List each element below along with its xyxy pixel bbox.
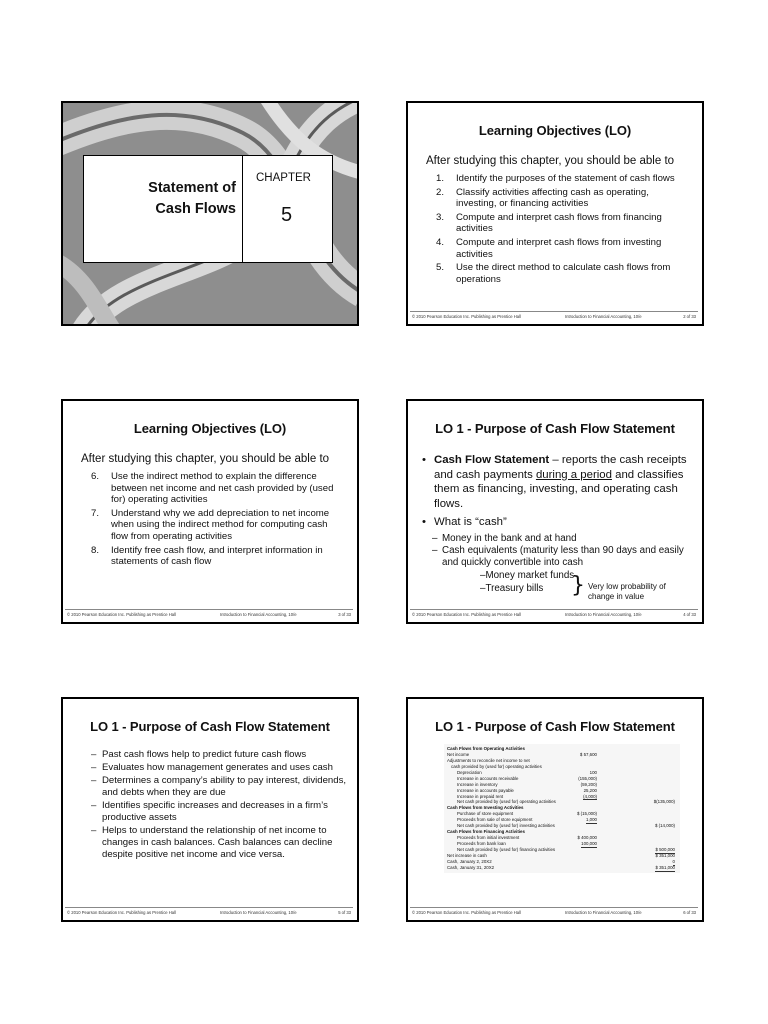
bullet-icon: •: [422, 454, 426, 466]
objective-number: 2.: [436, 186, 445, 198]
statement-label: Purchase of store equipment: [457, 811, 514, 817]
objectives-list: [436, 173, 686, 287]
question-text: What is “cash”: [434, 516, 507, 528]
title-box-left: [84, 156, 243, 262]
objective-item: [436, 212, 686, 235]
slide-footer: [65, 612, 353, 620]
purpose-item: – Evaluates how management generates and uses cash: [91, 762, 333, 773]
page-number: 3 of 33: [338, 612, 351, 617]
footer-book: Introduction to Financial Accounting, 10/e: [565, 910, 642, 915]
chapter-title-line1: Statement of: [148, 180, 236, 196]
statement-amount-col2: $ 351,000: [655, 864, 675, 870]
statement-amount-col1: 100,000: [581, 841, 597, 846]
purpose-item: – Past cash flows help to predict future cash flows: [91, 749, 307, 760]
objective-item: [436, 262, 686, 285]
page-number: 4 of 33: [683, 612, 696, 617]
bullet-definition: [422, 453, 692, 511]
slide-title: LO 1 - Purpose of Cash Flow Statement: [435, 421, 675, 436]
statement-label: Net cash provided by (used for) operating activities: [457, 799, 556, 805]
objective-number: 1.: [436, 173, 445, 184]
definition-text-end: and classifies them as financing, investing, and operating cash flows.: [434, 468, 684, 510]
objective-text: Use the direct method to calculate cash flows from operations: [456, 262, 671, 285]
slide-intro: After studying this chapter, you should be able to: [81, 453, 330, 465]
statement-label: Net increase in cash: [447, 852, 487, 858]
slide-body: [422, 453, 692, 598]
statement-label: Depreciation: [457, 769, 482, 775]
term: Cash Flow Statement: [434, 454, 550, 466]
objective-text: Use the indirect method to explain the difference between net income and net cash provided by (used for) operating activities: [111, 471, 334, 506]
definition-text: – reports the cash receipts and cash payments: [434, 454, 687, 481]
brace-icon: }: [571, 573, 585, 598]
statement-amount-col1: 100: [589, 769, 597, 775]
footer-book: Introduction to Financial Accounting, 10/e: [565, 612, 642, 617]
statement-label: Increase in accounts receivable: [457, 775, 519, 781]
slide-title: LO 1 - Purpose of Cash Flow Statement: [435, 719, 675, 734]
objective-number: 4.: [436, 236, 445, 248]
slide-footer: [410, 314, 698, 322]
chapter-label: CHAPTER: [256, 172, 311, 184]
statement-label: Net cash provided by (used for) investing activities: [457, 823, 555, 829]
objective-item: [91, 545, 341, 568]
objective-number: 8.: [91, 544, 100, 556]
chapter-title-line2: Cash Flows: [155, 201, 236, 217]
slide-footer: [65, 910, 353, 918]
objective-number: 3.: [436, 211, 445, 223]
objective-text: Compute and interpret cash flows from investing activities: [456, 236, 662, 260]
objective-item: [436, 237, 686, 260]
title-box: [83, 155, 333, 263]
statement-row: [447, 865, 677, 871]
statement-amount-col1: 1,000: [586, 817, 597, 823]
footer-copyright: © 2010 Pearson Education Inc. Publishing as Prentice Hall: [67, 910, 176, 915]
purpose-item: – Determines a company’s ability to pay interest, dividends, and debts when they are due: [91, 775, 347, 798]
statement-label: Cash Flows from Investing Activities: [447, 805, 524, 811]
footer-book: Introduction to Financial Accounting, 10/e: [220, 910, 297, 915]
slide-title: Learning Objectives (LO): [478, 123, 632, 138]
statement-label: Cash, January 2, 20X2: [447, 858, 492, 864]
statement-label: Proceeds from initial investment: [457, 835, 520, 841]
bullet-what-is-cash: [422, 515, 692, 530]
sub-item: – Cash equivalents (maturity less than 90 days and easily and quickly convertible into cash: [432, 544, 684, 568]
footer-copyright: © 2010 Pearson Education Inc. Publishing as Prentice Hall: [412, 910, 521, 915]
statement-amount-col2: $ (14,000): [654, 823, 675, 829]
objective-item: [436, 187, 686, 210]
definition-underlined: during a period: [535, 468, 612, 481]
footer-copyright: © 2010 Pearson Education Inc. Publishing as Prentice Hall: [412, 612, 521, 617]
objective-text: Identify the purposes of the statement of cash flows: [456, 173, 675, 184]
slide-title: LO 1 - Purpose of Cash Flow Statement: [90, 719, 330, 734]
sub-sub-item: –Money market funds: [480, 569, 575, 581]
slide-footer: [410, 910, 698, 918]
statement-label: Cash, January 31, 20X2: [447, 864, 495, 870]
statement-label: Proceeds from bank loan: [457, 841, 506, 846]
objective-number: 6.: [91, 471, 100, 482]
footer-book: Introduction to Financial Accounting, 10/e: [565, 314, 642, 319]
objective-item: [436, 173, 686, 185]
chapter-title: [148, 178, 236, 220]
purpose-list: [91, 749, 351, 862]
slide-purpose-list: [61, 697, 359, 922]
statement-amount-col1: (59,200): [580, 781, 597, 787]
sub-item: – Money in the bank and at hand: [432, 532, 577, 544]
sub-item-text: Cash equivalents (maturity less than 90 days and easily and quickly convertible into cash: [442, 544, 684, 568]
bullet-icon: •: [422, 516, 426, 528]
brace-note: Very low probability of change in value: [588, 582, 666, 601]
statement-label: cash provided by (used for) operating activities: [451, 763, 542, 769]
statement-label: Net income: [447, 751, 470, 757]
statement-label: Increase in inventory: [457, 781, 498, 787]
page-number: 2 of 33: [683, 314, 696, 319]
statement-label: Cash Flows from Financing Activities: [447, 829, 525, 835]
statement-amount-col1: $ 400,000: [577, 835, 597, 841]
statement-label: Proceeds from sale of store equipment: [457, 817, 533, 823]
chapter-number: 5: [281, 204, 293, 226]
statement-amount-col1: $ (15,000): [576, 811, 597, 817]
objective-number: 7.: [91, 507, 100, 519]
sub-sub-item: –Treasury bills: [480, 582, 544, 594]
statement-label: Net cash provided by (used for) financing activities: [457, 846, 556, 852]
slide-statement-example: [406, 697, 704, 922]
objective-text: Understand why we add depreciation to net income when using the indirect method for computing cash flow from operating activities: [111, 507, 330, 542]
statement-amount-col1: $ 57,600: [579, 751, 597, 757]
slide-learning-objectives-2: [61, 399, 359, 624]
slide-title: Learning Objectives (LO): [133, 421, 287, 436]
slide-learning-objectives-1: [406, 101, 704, 326]
slide-footer: [410, 612, 698, 620]
page-number: 5 of 33: [338, 910, 351, 915]
footer-copyright: © 2010 Pearson Education Inc. Publishing as Prentice Hall: [67, 612, 176, 617]
objective-item: [91, 508, 341, 543]
slide-intro: After studying this chapter, you should be able to: [426, 155, 675, 167]
objective-number: 5.: [436, 262, 445, 274]
footer-book: Introduction to Financial Accounting, 10/e: [220, 612, 297, 617]
statement-label: Increase in prepaid rent: [457, 793, 504, 799]
cash-flow-statement: [444, 744, 680, 873]
purpose-item: – Identifies specific increases and decreases in a firm’s productive assets: [91, 800, 328, 823]
sub-item-text: Money in the bank and at hand: [442, 532, 577, 544]
statement-amount-col1: (155,000): [578, 775, 597, 781]
footer-copyright: © 2010 Pearson Education Inc. Publishing as Prentice Hall: [412, 314, 521, 319]
statement-amount-col1: 25,200: [583, 787, 597, 793]
objectives-list: [91, 471, 341, 570]
objective-item: [91, 471, 341, 506]
objective-text: Classify activities affecting cash as operating, investing, or financing activities: [456, 186, 649, 210]
statement-amount-col2: $ 351,000: [655, 852, 675, 858]
purpose-item: – Helps to understand the relationship of net income to changes in cash balances. Cash balances can decline despite positive net income and vice versa.: [91, 825, 333, 860]
slide-title: [61, 101, 359, 326]
page-number: 6 of 33: [683, 910, 696, 915]
statement-amount-col2: 0: [672, 858, 675, 864]
objective-text: Compute and interpret cash flows from financing activities: [456, 211, 662, 235]
slide-purpose-definition: [406, 399, 704, 624]
statement-amount-col2: $(135,000): [653, 799, 675, 805]
statement-amount-col1: (4,000): [583, 793, 597, 799]
statement-label: Increase in accounts payable: [457, 787, 514, 793]
statement-amount-col2: $ 500,000: [655, 846, 675, 852]
statement-label: Cash Flows from Operating Activities: [447, 746, 525, 751]
objective-text: Identify free cash flow, and interpret information in statements of cash flow: [111, 544, 323, 568]
statement-label: Adjustments to reconcile net income to net: [447, 757, 530, 763]
